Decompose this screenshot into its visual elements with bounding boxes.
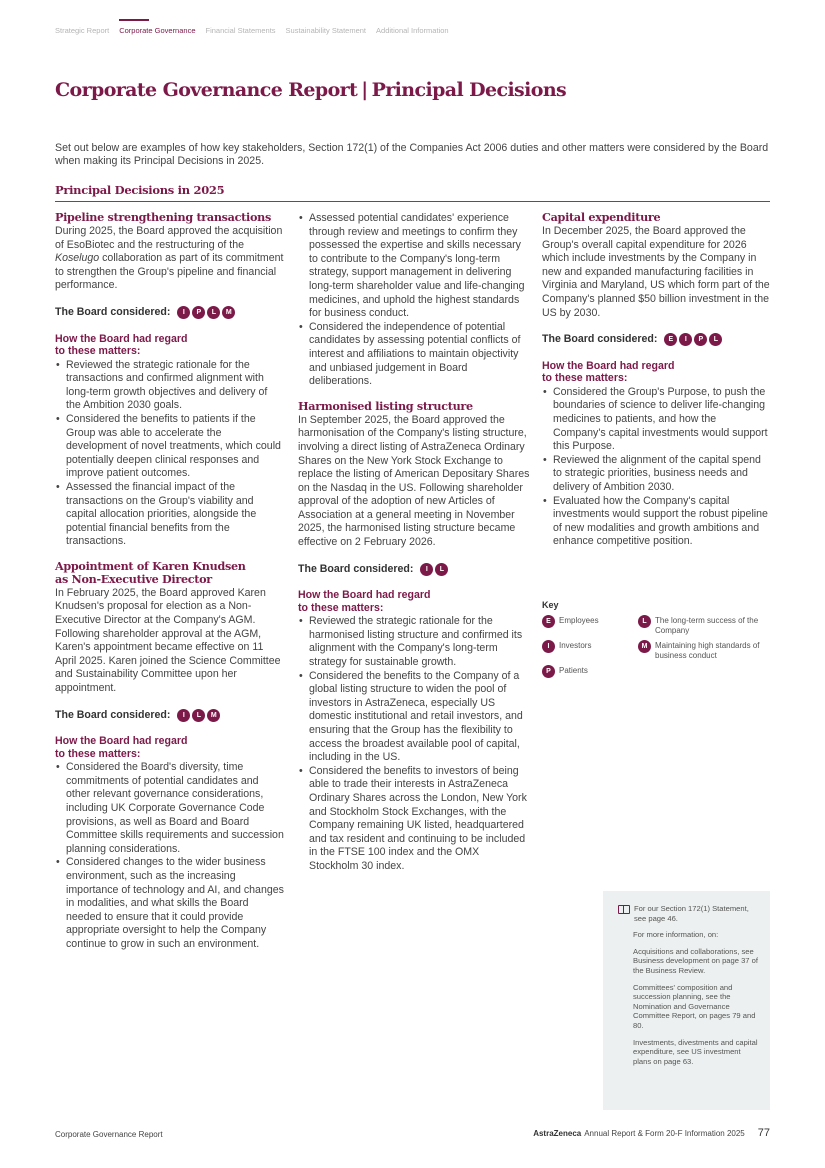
nav-additional-information[interactable]: Additional Information: [376, 26, 449, 35]
investors-badge: I: [542, 640, 555, 653]
pipeline-body-italic: Koselugo: [55, 252, 100, 265]
patients-badge: P: [694, 333, 707, 346]
knudsen-bullets: [55, 761, 285, 951]
footer-report-title: Annual Report & Form 20-F Information 2025: [584, 1129, 745, 1138]
investors-badge: I: [679, 333, 692, 346]
how-regard-line1: How the Board had regard: [298, 589, 431, 602]
key-item-long-term-success: [638, 615, 770, 636]
book-icon: [618, 905, 630, 914]
capex-how-regard-heading: [542, 360, 770, 385]
list-item: • Reviewed the alignment of the capital spend to strategic priorities, business needs and delivery of Ambition 2030.: [542, 454, 770, 495]
long-term-success-badge: L: [192, 709, 205, 722]
footer-report-info: [533, 1127, 770, 1139]
capex-title: Capital expenditure: [542, 210, 661, 224]
employees-badge: E: [664, 333, 677, 346]
key-item-employees: [542, 615, 638, 636]
how-regard-line2: to these matters:: [298, 601, 384, 614]
capex-board-considered: [542, 333, 770, 347]
board-considered-label: The Board considered:: [542, 333, 658, 346]
key-grid: [542, 615, 770, 678]
long-term-success-badge: L: [638, 615, 651, 628]
sidebox-link-acquisitions[interactable]: Acquisitions and collaborations, see Business development on page 37 of the Business Review.: [633, 946, 758, 975]
list-item: • Considered the Group's Purpose, to push the boundaries of science to deliver life-changing medicines to patients, and how the Company's capital investments would support this Purpose.: [542, 386, 770, 454]
pipeline-body: [55, 225, 285, 293]
column-3: [542, 211, 770, 549]
list-item: • Considered the benefits to investors of being able to trade their interests in AstraZeneca Ordinary Shares across the London, New York and Stockholm Stock Exchanges, with the Company remaining UK listed, headquartered and tax resident and continuing to be included in the FTSE 100 index and the OMX Stockholm 30 index.: [298, 765, 530, 874]
key-label: Employees: [559, 616, 599, 625]
listing-bullets: [298, 615, 530, 873]
list-item: • Considered changes to the wider business environment, such as the increasing importance of technology and AI, and changes in modalities, and what skills the Board needed to ensure that it could provide appropriate oversight to help the Company continue to grow in such an environment.: [55, 856, 285, 951]
listing-title: Harmonised listing structure: [298, 398, 473, 413]
footer-section-label: Corporate Governance Report: [55, 1130, 163, 1139]
pipeline-body-before: During 2025, the Board approved the acquisition of EsoBiotec and the restructuring of the: [55, 225, 283, 251]
list-item: • Reviewed the strategic rationale for the transactions and confirmed alignment with long-term growth objectives and delivery of the Ambition 2030 goals.: [55, 359, 285, 413]
list-item: • Considered the benefits to the Company of a global listing structure to widen the pool of investors in AstraZeneca, especially US domestic institutional and retail investors, and ensuring that the Group has the flexibility to access the broadest available pool of capital, including in the US.: [298, 670, 530, 765]
business-conduct-badge: M: [207, 709, 220, 722]
section-divider: [55, 201, 770, 202]
pipeline-board-considered: [55, 306, 285, 320]
key-title: Key: [542, 600, 559, 610]
how-regard-line2: to these matters:: [542, 372, 628, 385]
knudsen-title: [55, 560, 285, 586]
knudsen-bullets-continued: [298, 212, 530, 389]
how-regard-line2: to these matters:: [55, 345, 141, 358]
footer-brand: AstraZeneca: [533, 1129, 582, 1138]
top-nav: [55, 26, 449, 35]
knudsen-body: In February 2025, the Board approved Karen Knudsen's proposal for election as a Non-Executive Director at the Company's AGM. Following shareholder approval at the AGM, Karen's appointment became effective on 11 April 2025. Karen joined the Science Committee and Sustainability Committee upon her appointment.: [55, 586, 281, 695]
knudsen-title-line2: as Non-Executive Director: [55, 571, 212, 586]
page-title: [55, 79, 566, 101]
listing-body: In September 2025, the Board approved the harmonisation of the Company's listing structure, involving a direct listing of AstraZeneca Ordinary Shares on the New York Stock Exchange to replace the listing of American Depositary Shares on the Nasdaq in the US. Following shareholder approval of the adoption of new Articles of Association at a general meeting in November 2025, the harmonised listing structure became effective on 2 February 2026.: [298, 413, 530, 549]
list-item: • Reviewed the strategic rationale for the harmonised listing structure and confirmed its alignment with the Company's long-term strategy for sustainable growth.: [298, 615, 530, 669]
intro-paragraph: Set out below are examples of how key stakeholders, Section 172(1) of the Companies Act 2006 duties and other matters were considered by the Board when making its Principal Decisions in 2025.: [55, 142, 769, 167]
sidebox-line: For more information, on:: [633, 930, 719, 940]
key-item-business-conduct: [638, 640, 770, 661]
list-item: • Considered the independence of potential candidates by assessing potential conflicts of interest and affiliations to maintain objectivity and unbiased judgement in Board deliberations.: [298, 321, 530, 389]
further-information-box: [603, 891, 770, 1110]
investors-badge: I: [177, 709, 190, 722]
how-regard-line1: How the Board had regard: [55, 735, 188, 748]
knudsen-how-regard-heading: [55, 735, 285, 760]
board-considered-label: The Board considered:: [55, 305, 171, 318]
list-item: • Assessed potential candidates' experience through review and meetings to confirm they possessed the expertise and skills necessary to contribute to the Company's long-term strategy, support management in delivering long-term shareholder value and life-changing medicines, and uphold the highest standards for business conduct.: [298, 212, 530, 321]
title-separator: |: [361, 79, 368, 101]
list-item: • Evaluated how the Company's capital investments would support the robust pipeline of new modalities and growth ambitions and enhance competitive position.: [542, 495, 770, 549]
long-term-success-badge: L: [709, 333, 722, 346]
key-label: The long-term success of the Company: [655, 616, 759, 635]
pipeline-bullets: [55, 359, 285, 549]
key-item-patients: [542, 665, 638, 678]
key-label: Patients: [559, 666, 588, 675]
investors-badge: I: [420, 563, 433, 576]
sidebox-link-committees[interactable]: Committees' composition and succession planning, see the Nomination and Governance Committee Report, on pages 79 and 80.: [633, 982, 756, 1030]
sidebox-line[interactable]: For our Section 172(1) Statement, see page 46.: [634, 904, 749, 923]
how-regard-line1: How the Board had regard: [55, 332, 188, 345]
list-item: • Assessed the financial impact of the transactions on the Group's viability and capital allocation priorities, alongside the potential financial benefits from the transactions.: [55, 481, 285, 549]
nav-corporate-governance[interactable]: Corporate Governance: [119, 26, 196, 35]
listing-board-considered: [298, 563, 530, 577]
capex-body: In December 2025, the Board approved the Group's overall capital expenditure for 2026 which include investments by the Company in new and expanded manufacturing facilities in Virginia and Maryland, US which form part of the Company's planned $50 billion investment in the US by 2030.: [542, 225, 770, 319]
how-regard-line2: to these matters:: [55, 747, 141, 760]
pipeline-how-regard-heading: [55, 333, 285, 358]
board-considered-label: The Board considered:: [55, 708, 171, 721]
section-172-reference: [618, 904, 758, 923]
board-considered-label: The Board considered:: [298, 562, 414, 575]
business-conduct-badge: M: [638, 640, 651, 653]
page-title-main: Corporate Governance Report: [55, 79, 358, 101]
key-label: Investors: [559, 641, 592, 650]
capex-bullets: [542, 386, 770, 549]
nav-sustainability-statement[interactable]: Sustainability Statement: [285, 26, 367, 35]
long-term-success-badge: L: [435, 563, 448, 576]
knudsen-board-considered: [55, 709, 285, 723]
business-conduct-badge: M: [222, 306, 235, 319]
section-title: Principal Decisions in 2025: [55, 183, 225, 197]
key-label: Maintaining high standards of business conduct: [655, 641, 760, 660]
key-item-investors: [542, 640, 638, 661]
employees-badge: E: [542, 615, 555, 628]
nav-financial-statements[interactable]: Financial Statements: [205, 26, 276, 35]
pipeline-title: Pipeline strengthening transactions: [55, 210, 271, 224]
stakeholder-key: [542, 600, 770, 678]
nav-strategic-report[interactable]: Strategic Report: [55, 26, 110, 35]
list-item: • Considered the Board's diversity, time commitments of potential candidates and other relevant governance considerations, including UK Corporate Governance Code provisions, as well as Board and Board Committee skills requirements and succession planning considerations.: [55, 761, 285, 856]
page-number: 77: [757, 1127, 770, 1139]
investors-badge: I: [177, 306, 190, 319]
listing-how-regard-heading: [298, 589, 530, 614]
knudsen-title-line1: Appointment of Karen Knudsen: [55, 558, 246, 573]
pipeline-body-after: collaboration as part of its commitment to strengthen the Group's pipeline and financial performance.: [55, 252, 284, 292]
patients-badge: P: [542, 665, 555, 678]
column-2: [298, 211, 530, 874]
list-item: • Considered the benefits to patients if the Group was able to accelerate the development of novel treatments, which could potentially deepen clinical responses and improve patient outcomes.: [55, 413, 285, 481]
long-term-success-badge: L: [207, 306, 220, 319]
page-title-sub: Principal Decisions: [371, 79, 567, 101]
column-1: [55, 211, 285, 952]
how-regard-line1: How the Board had regard: [542, 359, 675, 372]
sidebox-link-investments[interactable]: Investments, divestments and capital expenditure, see US investment plans on page 63.: [633, 1037, 758, 1066]
patients-badge: P: [192, 306, 205, 319]
